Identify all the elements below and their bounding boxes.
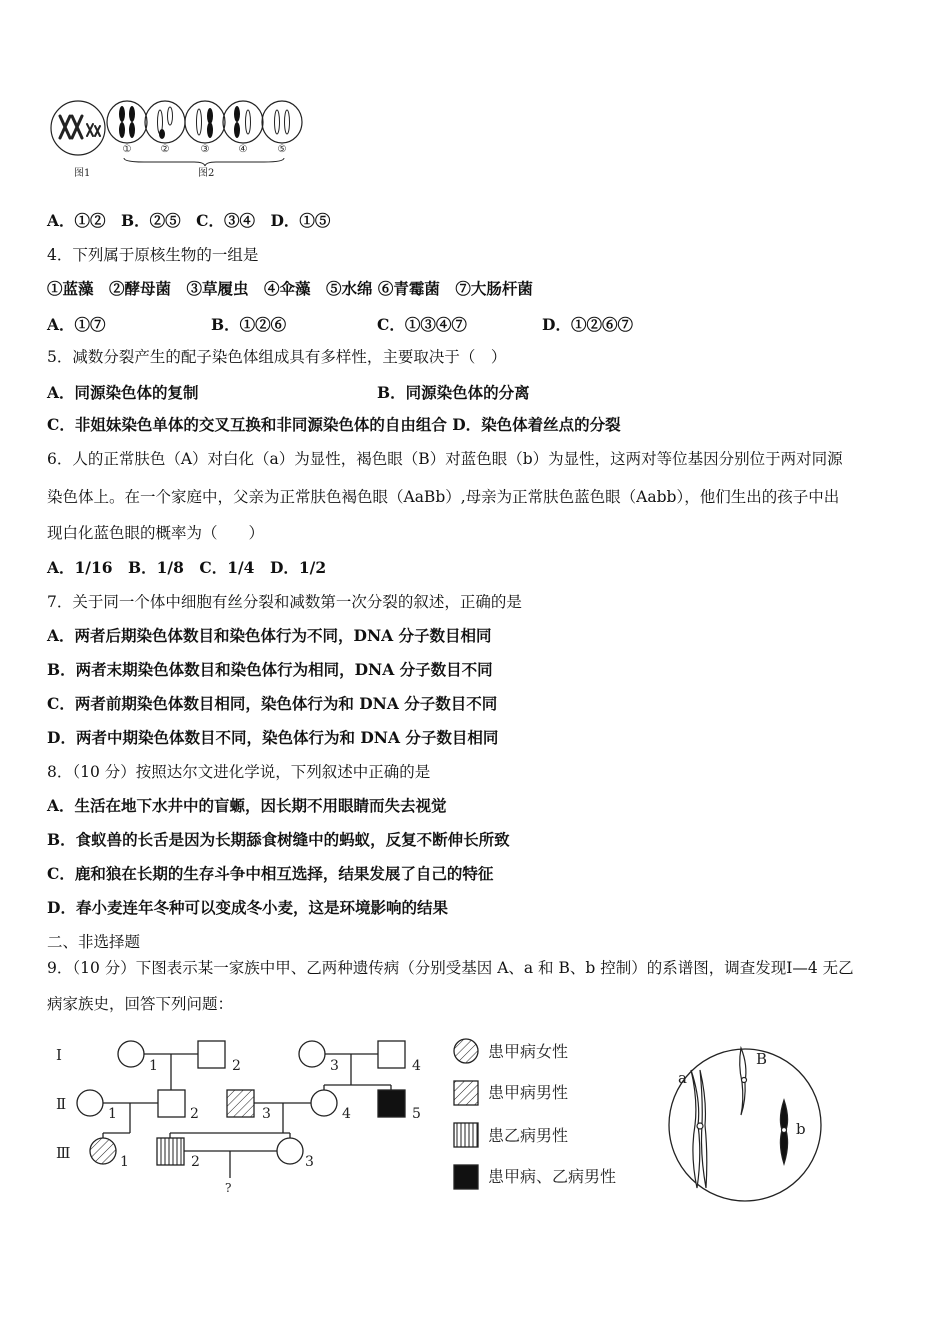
figure2-label: 图2: [198, 168, 215, 179]
figure2-number-5: ⑤: [277, 144, 287, 155]
q5-option-a: A．同源染色体的复制: [47, 383, 199, 402]
q6-line3: 现白化蓝色眼的概率为（ ）: [47, 524, 265, 542]
individual-II-3: [227, 1090, 254, 1117]
individual-I-2: [198, 1041, 225, 1068]
q4-option-c: C．①③④⑦: [377, 315, 467, 334]
III-1-number: 1: [120, 1154, 129, 1170]
cell-label-B: B: [756, 1050, 768, 1068]
individual-III-1: [90, 1138, 116, 1164]
legend-male-b-icon: [454, 1123, 478, 1147]
figure2-cell-1: [107, 101, 147, 143]
I-4-number: 4: [412, 1058, 421, 1074]
q5-option-b: B．同源染色体的分离: [377, 383, 530, 402]
q6-line2: 染色体上。在一个家庭中，父亲为正常肤色褐色眼（AaBb）,母亲为正常肤色蓝色眼（Aabb），他们生出的孩子中出: [47, 488, 840, 506]
individual-II-5: [378, 1090, 405, 1117]
q6-options: A．1/16 B．1/8 C．1/4 D．1/2: [47, 558, 327, 577]
q7-stem: 7．关于同一个体中细胞有丝分裂和减数第一次分裂的叙述，正确的是: [47, 593, 522, 611]
legend-female-a: 患甲病女性: [488, 1042, 569, 1061]
unknown-child: ?: [225, 1181, 232, 1195]
legend-male-a-icon: [454, 1081, 478, 1105]
section-title: 二、非选择题: [47, 933, 141, 951]
figure2-number-4: ④: [238, 144, 248, 155]
pedigree-figure: [40, 1030, 920, 1210]
III-3-number: 3: [305, 1154, 314, 1170]
II-4-number: 4: [342, 1106, 351, 1122]
q5-option-cd: C．非姐妹染色单体的交叉互换和非同源染色体的自由组合 D．染色体着丝点的分裂: [47, 415, 621, 434]
legend-male-a: 患甲病男性: [488, 1083, 569, 1102]
I-3-number: 3: [330, 1058, 339, 1074]
legend-male-ab: 患甲病、乙病男性: [488, 1167, 617, 1186]
q7-option-a: A．两者后期染色体数目和染色体行为不同，DNA 分子数目相同: [47, 626, 492, 645]
figure2-number-3: ③: [200, 144, 210, 155]
q4-option-a: A．①⑦: [47, 315, 106, 334]
figure1-label: 图1: [74, 168, 91, 179]
generation-label-1: Ⅰ: [56, 1046, 62, 1064]
II-2-number: 2: [190, 1106, 199, 1122]
q7-option-c: C．两者前期染色体数目相同，染色体行为和 DNA 分子数目不同: [47, 694, 498, 713]
individual-II-2: [158, 1090, 185, 1117]
I-2-number: 2: [232, 1058, 241, 1074]
q3-options: A．①② B．②⑤ C．③④ D．①⑤: [47, 211, 331, 230]
q9-line1: 9．（10 分）下图表示某一家族中甲、乙两种遗传病（分别受基因 A、a 和 B、b 控制）的系谱图，调查发现Ⅰ—4 无乙: [47, 959, 854, 977]
q4-option-d: D．①②⑥⑦: [542, 315, 633, 334]
I-1-number: 1: [149, 1058, 158, 1074]
individual-II-4: [311, 1090, 337, 1116]
q9-line2: 病家族史，回答下列问题：: [47, 995, 234, 1013]
legend-female-a-icon: [454, 1039, 478, 1063]
figure2-number-2: ②: [160, 144, 170, 155]
individual-III-3: [277, 1138, 303, 1164]
II-3-number: 3: [262, 1106, 271, 1122]
q5-stem: 5．减数分裂产生的配子染色体组成具有多样性，主要取决于（ ）: [47, 348, 507, 366]
legend-male-ab-icon: [454, 1165, 478, 1189]
q7-option-b: B．两者末期染色体数目和染色体行为相同，DNA 分子数目不同: [47, 660, 493, 679]
q4-stem: 4．下列属于原核生物的一组是: [47, 246, 259, 264]
q4-option-b: B．①②⑥: [211, 315, 287, 334]
cell-label-a: a: [678, 1069, 687, 1087]
II-5-number: 5: [412, 1106, 421, 1122]
cell-label-b: b: [796, 1120, 806, 1138]
individual-III-2: [157, 1138, 184, 1165]
generation-label-3: Ⅲ: [56, 1144, 71, 1162]
figure2-cell-3: [185, 101, 225, 143]
q8-option-d: D．春小麦连年冬种可以变成冬小麦，这是环境影响的结果: [47, 898, 448, 917]
II-1-number: 1: [108, 1106, 117, 1122]
q8-stem: 8．（10 分）按照达尔文进化学说，下列叙述中正确的是: [47, 763, 431, 781]
individual-II-1: [77, 1090, 103, 1116]
generation-label-2: Ⅱ: [56, 1095, 67, 1113]
figure2-cell-5: [262, 101, 302, 143]
figure2-number-1: ①: [122, 144, 132, 155]
individual-I-3: [299, 1041, 325, 1067]
individual-I-1: [118, 1041, 144, 1067]
figure2-cell-4: [223, 101, 263, 143]
legend-male-b: 患乙病男性: [488, 1126, 569, 1145]
q8-option-c: C．鹿和狼在长期的生存斗争中相互选择，结果发展了自己的特征: [47, 864, 494, 883]
individual-I-4: [378, 1041, 405, 1068]
q7-option-d: D．两者中期染色体数目不同，染色体行为和 DNA 分子数目相同: [47, 728, 499, 747]
q8-option-b: B．食蚁兽的长舌是因为长期舔食树缝中的蚂蚁，反复不断伸长所致: [47, 830, 510, 849]
III-2-number: 2: [191, 1154, 200, 1170]
figure2-cell-2: [145, 101, 185, 143]
q8-option-a: A．生活在地下水井中的盲螈，因长期不用眼睛而失去视觉: [47, 796, 447, 815]
q4-items: ①蓝藻 ②酵母菌 ③草履虫 ④伞藻 ⑤水绵 ⑥青霉菌 ⑦大肠杆菌: [47, 279, 533, 298]
q6-line1: 6．人的正常肤色（A）对白化（a）为显性，褐色眼（B）对蓝色眼（b）为显性，这两对等位基因分别位于两对同源: [47, 450, 843, 468]
cell-division-figure: [44, 96, 304, 182]
